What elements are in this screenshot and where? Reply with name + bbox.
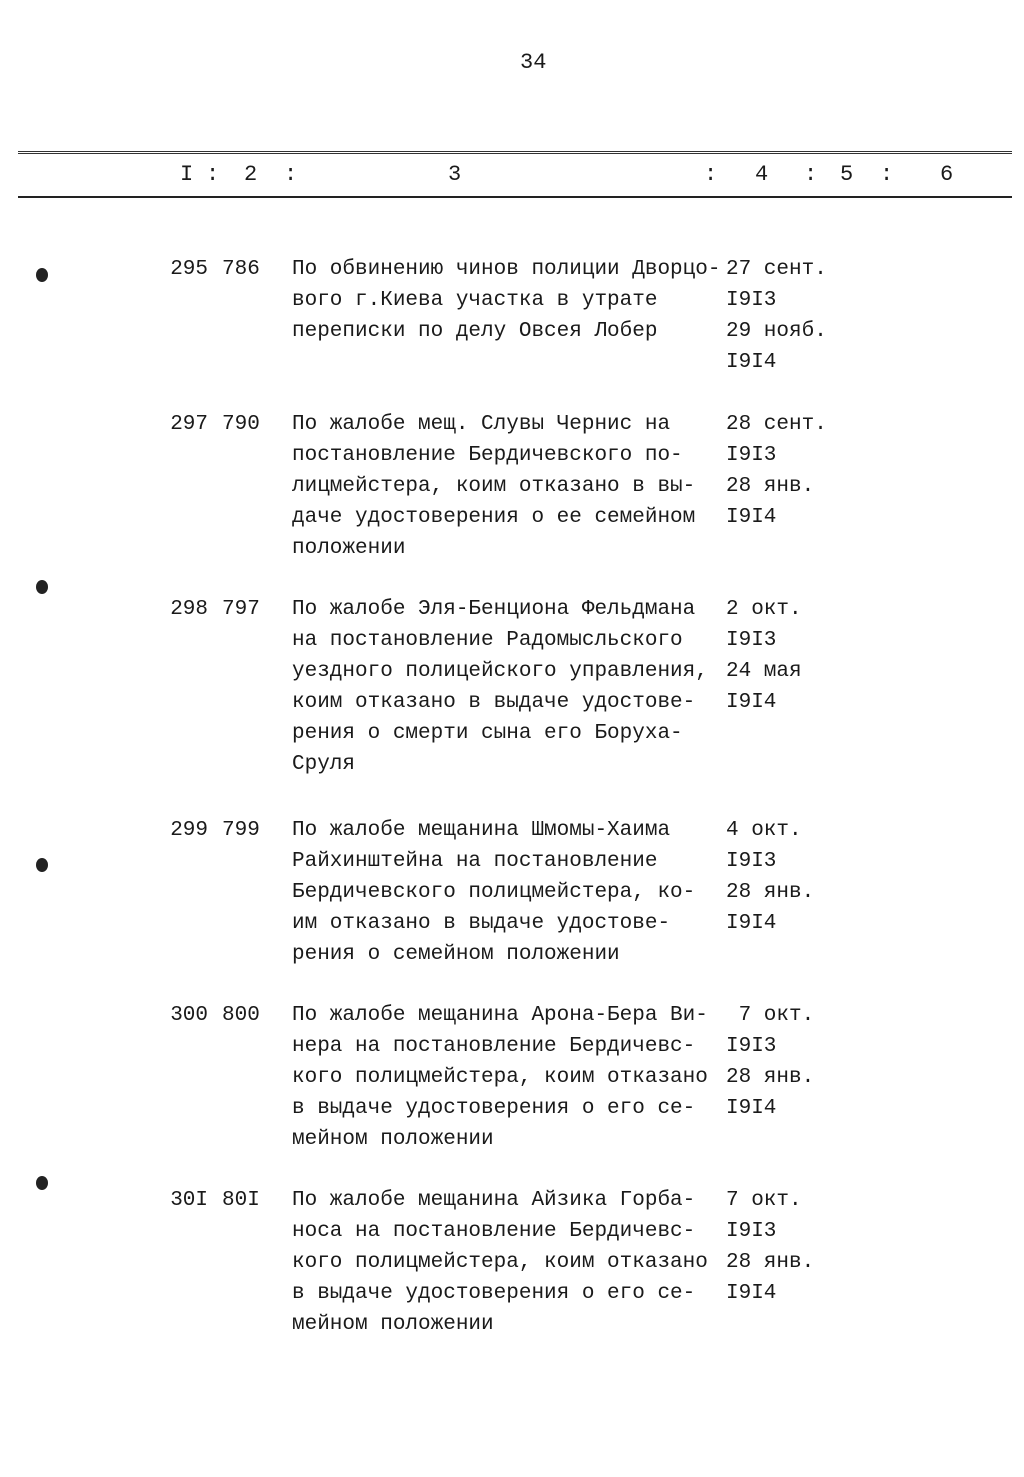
file-number: 80I	[222, 1189, 260, 1212]
entry-dates	[726, 409, 846, 533]
entry-description	[292, 1185, 732, 1340]
description-line: По жалобе Эля-Бенциона Фельдмана	[292, 598, 696, 621]
entry-number: 295	[170, 258, 208, 281]
description-line: По жалобе мещанина Шмомы-Хаима	[292, 819, 671, 842]
date-line: 7 окт.	[726, 1004, 815, 1027]
entry-dates	[726, 1185, 846, 1309]
column-separator: :	[704, 162, 718, 187]
column-separator: :	[804, 162, 818, 187]
date-line: 28 сент.	[726, 413, 827, 436]
description-line: уездного полицейского управления,	[292, 660, 708, 683]
date-line: 4 окт.	[726, 819, 802, 842]
description-line: вого г.Киева участка в утрате	[292, 289, 658, 312]
punch-hole-mark	[36, 580, 48, 594]
date-line: I9I4	[726, 1282, 777, 1305]
entry-description	[292, 254, 732, 347]
entry-description	[292, 594, 732, 780]
entry-number: 300	[170, 1004, 208, 1027]
entry-description	[292, 409, 732, 564]
file-number: 786	[222, 258, 260, 281]
date-line: 28 янв.	[726, 475, 815, 498]
date-line: I9I3	[726, 850, 777, 873]
date-line: I9I3	[726, 1220, 777, 1243]
date-line: I9I3	[726, 444, 777, 467]
description-line: По жалобе мещ. Слувы Чернис на	[292, 413, 671, 436]
date-line: 29 нояб.	[726, 320, 827, 343]
column-header-2: 2	[244, 162, 258, 187]
description-line: переписки по делу Овсея Лобер	[292, 320, 658, 343]
date-line: 28 янв.	[726, 1066, 815, 1089]
date-line: I9I3	[726, 1035, 777, 1058]
description-line: им отказано в выдаче удостове-	[292, 912, 671, 935]
file-number: 799	[222, 819, 260, 842]
description-line: мейном положении	[292, 1313, 494, 1336]
description-line: коим отказано в выдаче удостове-	[292, 691, 696, 714]
date-line: I9I3	[726, 289, 777, 312]
description-line: Сруля	[292, 753, 356, 776]
description-line: даче удостоверения о ее семейном	[292, 506, 696, 529]
page-number: 34	[520, 50, 547, 75]
entry-description	[292, 1000, 732, 1155]
date-line: 7 окт.	[726, 1189, 802, 1212]
date-line: I9I4	[726, 1097, 777, 1120]
entry-number: 30I	[170, 1189, 208, 1212]
description-line: постановление Бердичевского по-	[292, 444, 683, 467]
entry-dates	[726, 815, 846, 939]
description-line: рения о семейном положении	[292, 943, 620, 966]
entry-number: 299	[170, 819, 208, 842]
description-line: носа на постановление Бердичевс-	[292, 1220, 696, 1243]
column-header-1: I	[180, 162, 194, 187]
description-line: кого полицмейстера, коим отказано	[292, 1066, 708, 1089]
date-line: I9I3	[726, 629, 777, 652]
description-line: рения о смерти сына его Боруха-	[292, 722, 683, 745]
date-line: 28 янв.	[726, 1251, 815, 1274]
column-header-4: 4	[755, 162, 769, 187]
punch-hole-mark	[36, 268, 48, 282]
description-line: нера на постановление Бердичевс-	[292, 1035, 696, 1058]
column-header-5: 5	[840, 162, 854, 187]
description-line: Бердичевского полицмейстера, ко-	[292, 881, 696, 904]
date-line: 28 янв.	[726, 881, 815, 904]
date-line: I9I4	[726, 506, 777, 529]
entry-dates	[726, 254, 846, 378]
punch-hole-mark	[36, 858, 48, 872]
entry-number: 298	[170, 598, 208, 621]
header-bottom-rule	[18, 196, 1012, 198]
date-line: I9I4	[726, 351, 777, 374]
description-line: мейном положении	[292, 1128, 494, 1151]
description-line: По жалобе мещанина Арона-Бера Ви-	[292, 1004, 708, 1027]
description-line: Райхинштейна на постановление	[292, 850, 658, 873]
description-line: По обвинению чинов полиции Дворцо-	[292, 258, 721, 281]
file-number: 797	[222, 598, 260, 621]
entry-dates	[726, 1000, 846, 1124]
entry-description	[292, 815, 732, 970]
punch-hole-mark	[36, 1176, 48, 1190]
column-header-3: 3	[448, 162, 462, 187]
description-line: кого полицмейстера, коим отказано	[292, 1251, 708, 1274]
column-header-6: 6	[940, 162, 954, 187]
date-line: I9I4	[726, 691, 777, 714]
entry-dates	[726, 594, 846, 718]
column-separator: :	[880, 162, 894, 187]
entry-number: 297	[170, 413, 208, 436]
description-line: в выдаче удостоверения о его се-	[292, 1097, 696, 1120]
file-number: 790	[222, 413, 260, 436]
description-line: По жалобе мещанина Айзика Горба-	[292, 1189, 696, 1212]
description-line: в выдаче удостоверения о его се-	[292, 1282, 696, 1305]
description-line: лицмейстера, коим отказано в вы-	[292, 475, 696, 498]
description-line: положении	[292, 537, 406, 560]
column-separator: :	[284, 162, 298, 187]
column-separator: :	[206, 162, 220, 187]
file-number: 800	[222, 1004, 260, 1027]
table-top-rule	[18, 151, 1012, 154]
description-line: на постановление Радомысльского	[292, 629, 683, 652]
date-line: 2 окт.	[726, 598, 802, 621]
date-line: 27 сент.	[726, 258, 827, 281]
date-line: I9I4	[726, 912, 777, 935]
date-line: 24 мая	[726, 660, 802, 683]
